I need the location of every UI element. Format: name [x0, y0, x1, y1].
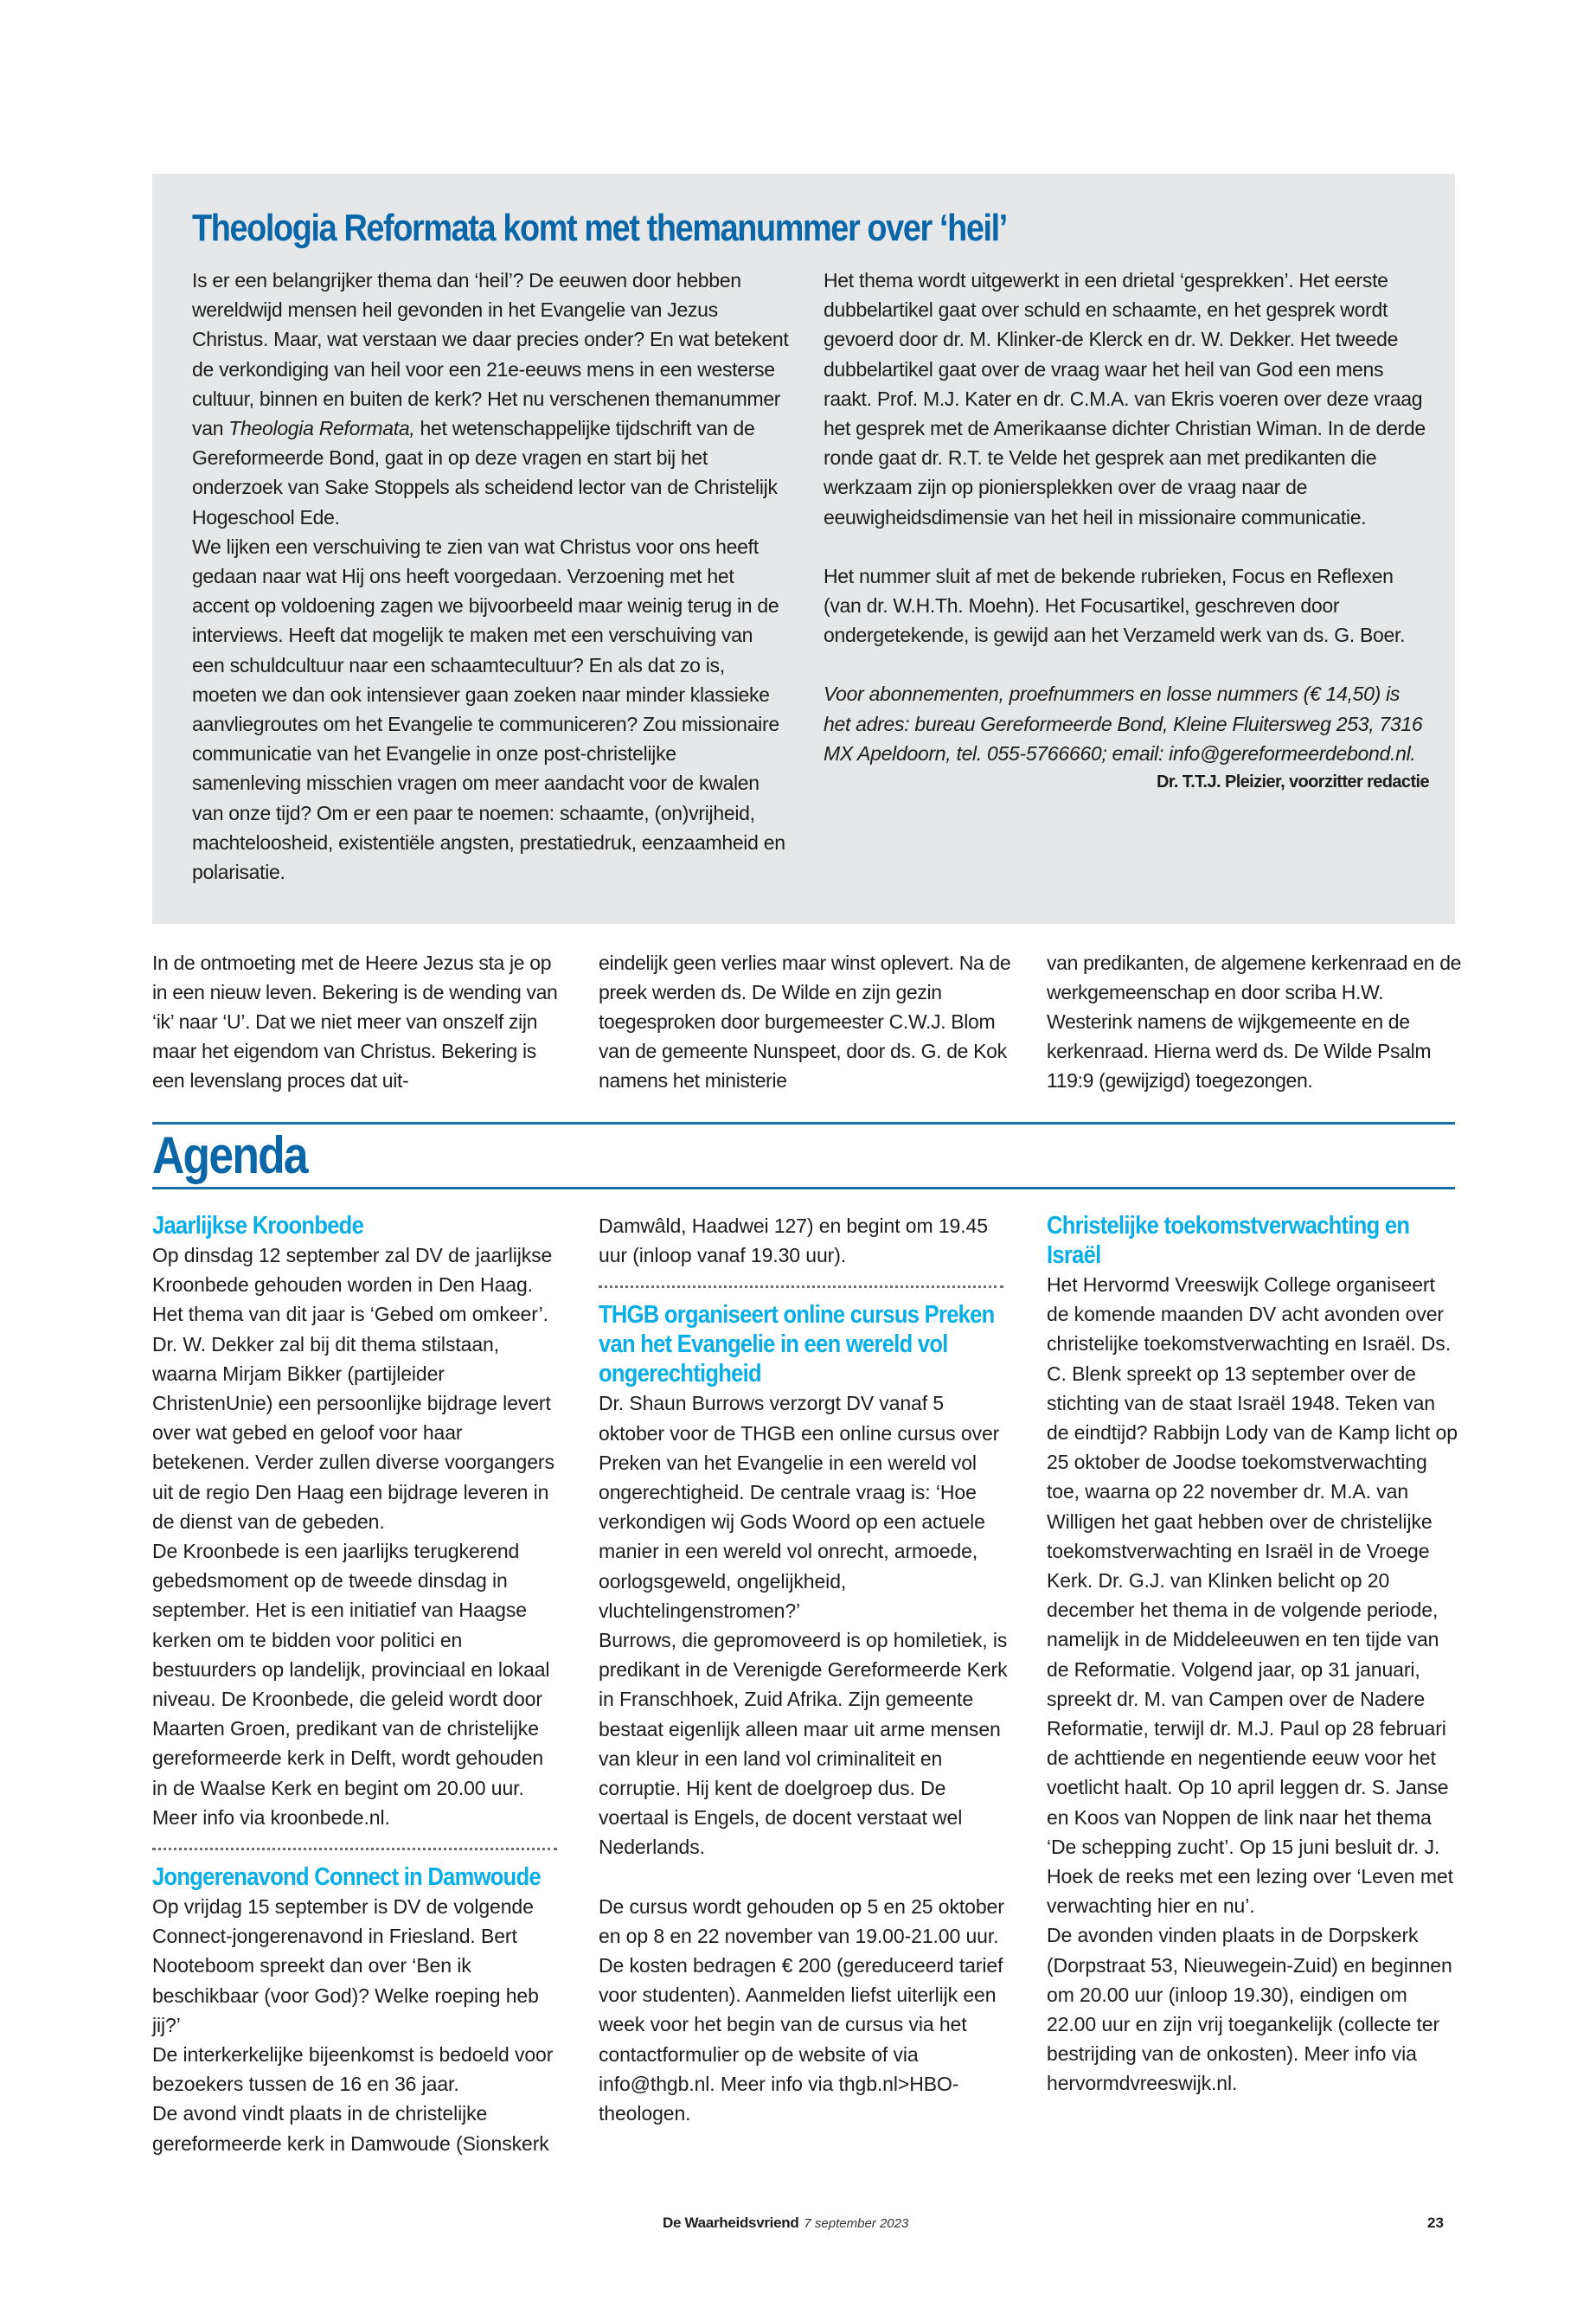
agenda-column-1: [152, 1211, 563, 2158]
agenda-column-2: [599, 1211, 1010, 2128]
continuation-column-1: In de ontmoeting met de Heere Jezus sta je op in een nieuw leven. Bekering is de wending van ‘ik’ naar ‘U’. Dat we niet meer van onszelf zijn maar het eigendom van Christus. Bekering is een levenslang proces dat uit-: [152, 952, 558, 1092]
page-number: 23: [1427, 2214, 1444, 2231]
subscription-info: Voor abonnementen, proefnummers en losse nummers (€ 14,50) is het adres: bureau Gereformeerde Bond, Kleine Fluitersweg 253, 7316 MX Apeldoorn, tel. 055-5766660; email: info@gereformeerdebond.nl.: [824, 683, 1423, 765]
agenda-item-kroonbede: Jaarlijkse Kroonbede Op dinsdag 12 september zal DV de jaarlijkse Kroonbede gehouden worden in Den Haag. Het thema van dit jaar is ‘Gebed om omkeer’. Dr. W. Dekker zal bij dit thema stilstaan, waarna Mirjam Bikker (partijleider ChristenUnie) een persoonlijke bijdrage levert over wat gebed en geloof voor haar betekenen. Verder zullen diverse voorgangers uit de regio Den Haag een bijdrage leveren in de dienst van de gebeden. De Kroonbede is een jaarlijks terugkerend gebedsmoment op de tweede dinsdag in september. Het is een initiatief van Haagse kerken om te bidden voor politici en bestuurders op landelijk, provinciaal en lokaal niveau. De Kroonbede, die geleid wordt door Maarten Groen, predikant van de christelijke gereformeerde kerk in Delft, wordt gehouden in de Waalse Kerk en begint om 20.00 uur. Meer info via kroonbede.nl.: [152, 1211, 563, 1832]
agenda-item-title: Jaarlijkse Kroonbede: [152, 1212, 364, 1240]
agenda-item-toekomstverwachting-israel: Christelijke toekomstverwachting en Israël Het Hervormd Vreeswijk College organiseert de komende maanden DV acht avonden over christelijke toekomstverwachting en Israël. Ds. C. Blenk spreekt op 13 september over de stichting van de staat Israël 1948. Teken van de eindtijd? Rabbijn Lody van de Kamp licht op 25 oktober de Joodse toekomstverwachting toe, waarna op 22 november dr. M.A. van Willigen het gaat hebben over de christelijke toekomstverwachting en Israël in de Vroege Kerk. Dr. G.J. van Klinken belicht op 20 december het thema in de volgende periode, namelijk in de Middeleeuwen en ten tijde van de Reformatie. Volgend jaar, op 31 januari, spreekt dr. M. van Campen over de Nadere Reformatie, terwijl dr. M.J. Paul op 28 februari de achttiende en negentiende eeuw voor het voetlicht haalt. Op 10 april leggen dr. S. Janse en Koos van Noppen de link naar het thema ‘De schepping zucht’. Op 15 juni besluit dr. J. Hoek de reeks met een lezing over ‘Leven met verwachting hier en nu’. De avonden vinden plaats in de Dorpskerk (Dorpstraat 53, Nieuwegein-Zuid) en beginnen om 20.00 uur (inloop 19.30), eindigen om 22.00 uur en zijn vrij toegankelijk (collecte ter bestrijding van de onkosten). Meer info via hervormdvreeswijk.nl.: [1047, 1212, 1458, 2095]
continuation-column-3: van predikanten, de algemene kerkenraad en de werkgemeenschap en door scriba H.W. Westerink namens de wijkgemeente en de kerkenraad. Hierna werd ds. De Wilde Psalm 119:9 (gewijzigd) toegezongen.: [1047, 952, 1462, 1092]
page-footer: [663, 2214, 908, 2232]
journal-name: Theologia Reformata,: [228, 417, 415, 440]
continuation-column-2: eindelijk geen verlies maar winst oplevert. Na de preek werden ds. De Wilde en zijn gezin toegesproken door burgemeester C.W.J. Blom van de gemeente Nunspeet, door ds. G. de Kok namens het ministerie: [599, 952, 1011, 1092]
agenda-item-thgb-cursus: THGB organiseert online cursus Preken van het Evangelie in een wereld vol ongerechtigheid Dr. Shaun Burrows verzorgt DV vanaf 5 oktober voor de THGB een online cursus over Preken van het Evangelie in een wereld vol ongerechtigheid. De centrale vraag is: ‘Hoe verkondigen wij Gods Woord op een actuele manier in een wereld vol onrecht, armoede, oorlogsgeweld, ongelijkheid, vluchtelingenstromen?’ Burrows, die gepromoveerd is op homiletiek, is predikant in de Verenigde Gereformeerde Kerk in Franschhoek, Zuid Afrika. Zijn gemeente bestaat eigenlijk alleen maar uit arme mensen van kleur in een land vol criminaliteit en corruptie. Hij kent de doelgroep dus. De voertaal is Engels, de docent verstaat wel Nederlands. De cursus wordt gehouden op 5 en 25 oktober en op 8 en 22 november van 19.00-21.00 uur. De kosten bedragen € 200 (gereduceerd tarief voor studenten). Aanmelden liefst uiterlijk een week voor het begin van de cursus via het contactformulier op de website of via info@thgb.nl. Meer info via thgb.nl>HBO-theologen.: [599, 1300, 1010, 2128]
agenda-item-title: THGB organiseert online cursus Preken van het Evangelie in een wereld vol ongerechtigheid: [599, 1301, 995, 1388]
article-paragraph: Is er een belangrijker thema dan ‘heil’? De eeuwen door hebben wereldwijd mensen heil gevonden in het Evangelie van Jezus Christus. Maar, wat verstaan we daar precies onder? En wat betekent de verkondiging van heil voor een 21e-eeuws mens in een westerse cultuur, binnen en buiten de kerk? Het nu verschenen themanummer van Theologia Reformata, het wetenschappelijke tijdschrift van de Gereformeerde Bond, gaat in op deze vragen en start bij het onderzoek van Sake Stoppels als scheidend lector van de Christelijk Hogeschool Ede.: [192, 269, 789, 529]
dotted-separator: [599, 1285, 1003, 1288]
publication-name: De Waarheidsvriend: [663, 2214, 799, 2231]
agenda-item-title: Christelijke toekomstverwachting en Israël: [1047, 1212, 1410, 1269]
article-column-right: [824, 266, 1429, 794]
article-paragraph: Het nummer sluit af met de bekende rubrieken, Focus en Reflexen (van dr. W.H.Th. Moehn). Het Focusartikel, geschreven door ondergetekende, is gewijd aan het Verzameld werk van ds. G. Boer.: [824, 564, 1406, 647]
article-column-left: [192, 266, 789, 887]
agenda-bottom-rule: [152, 1187, 1455, 1189]
dotted-separator: [152, 1848, 557, 1850]
author-signature: Dr. T.T.J. Pleizier, voorzitter redactie: [1156, 772, 1429, 792]
agenda-item-title: Jongerenavond Connect in Damwoude: [152, 1863, 541, 1892]
agenda-item-connect-damwoude: Jongerenavond Connect in Damwoude Op vrijdag 15 september is DV de volgende Connect-jongerenavond in Friesland. Bert Nooteboom spreekt dan over ‘Ben ik beschikbaar (voor God)? Welke roeping heb jij?’ De interkerkelijke bijeenkomst is bedoeld voor bezoekers tussen de 16 en 36 jaar. De avond vindt plaats in de christelijke gereformeerde kerk in Damwoude (Sionskerk: [152, 1862, 563, 2158]
issue-date: 7 september 2023: [804, 2216, 909, 2231]
agenda-column-3: [1047, 1211, 1458, 2099]
agenda-top-rule: [152, 1122, 1455, 1125]
article-paragraph: Het thema wordt uitgewerkt in een drietal ‘gesprekken’. Het eerste dubbelartikel gaat over schuld en schaamte, en het gesprek wordt gevoerd door dr. M. Klinker-de Klerck en dr. W. Dekker. Het tweede dubbelartikel gaat over de vraag waar het heil van God een mens raakt. Prof. M.J. Kater en dr. C.M.A. van Ekris voeren over deze vraag het gesprek met de Amerikaanse dichter Christian Wiman. In de derde ronde gaat dr. R.T. te Velde het gesprek aan met predikanten die werkzaam zijn op pioniersplekken over de vraag naar de eeuwigheidsdimensie van het heil in missionaire communicatie.: [824, 269, 1426, 529]
article-box-theologia-reformata: [152, 174, 1455, 924]
article-title: Theologia Reformata komt met themanummer over ‘heil’: [192, 207, 1007, 249]
agenda-heading: Agenda: [152, 1126, 307, 1184]
agenda-item-continued: Damwâld, Haadwei 127) en begint om 19.45 uur (inloop vanaf 19.30 uur).: [599, 1215, 988, 1267]
article-paragraph: We lijken een verschuiving te zien van wat Christus voor ons heeft gedaan naar wat Hij ons heeft voorgedaan. Verzoening met het accent op voldoening zagen we bijvoorbeeld maar weinig terug in de interviews. Heeft dat mogelijk te maken met een verschuiving van een schuldcultuur naar een schaamtecultuur? En als dat zo is, moeten we dan ook intensiever gaan zoeken naar minder klassieke aanvliegroutes om het Evangelie te communiceren? Zou missionaire communicatie van het Evangelie in onze post-christelijke samenleving misschien vragen om meer aandacht voor de kwalen van onze tijd? Om er een paar te noemen: schaamte, (on)vrijheid, machteloosheid, existentiële angsten, prestatiedruk, eenzaamheid en polarisatie.: [192, 535, 785, 884]
